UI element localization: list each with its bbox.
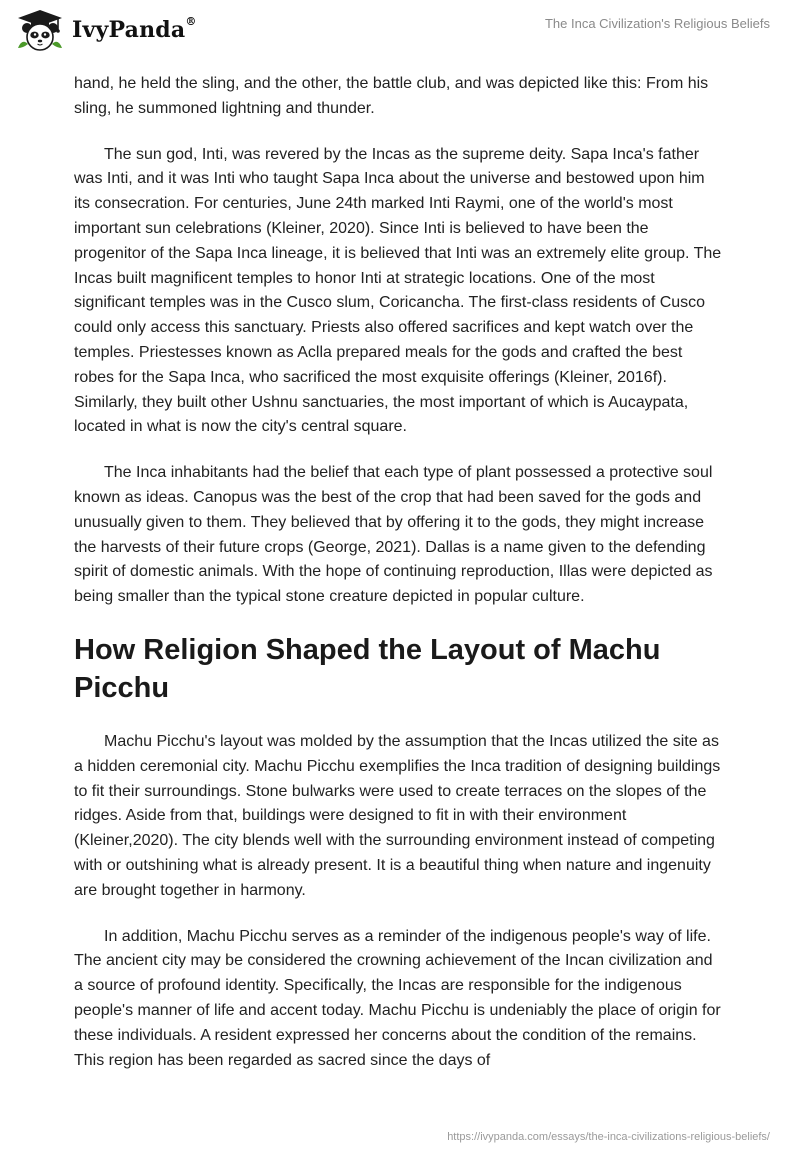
ivypanda-logo[interactable] [14,10,197,50]
document-title: The Inca Civilization's Religious Beliefs [544,16,770,31]
logo-text: IvyPanda® [72,15,197,43]
paragraph-3: The Inca inhabitants had the belief that each type of plant possessed a protective soul known as ideas. Canopus was the best of the crop that had been saved for the gods and unusually given to them. They believed that by offering it to the gods, they might increase the harvests of their future crops (George, 2021). Dallas is a name given to the defending spirit of domestic animals. With the hope of continuing reproduction, Illas were depicted as being smaller than the typical stone creature depicted in popular culture. [74,464,713,606]
registered-mark: ® [185,15,197,28]
page-header [0,0,800,60]
paragraph-2: The sun god, Inti, was revered by the Incas as the supreme deity. Sapa Inca's father was Inti, and it was Inti who taught Sapa Inca about the universe and bestowed upon him its consecration. For centuries, June 24th marked Inti Raymi, one of the world's most important sun celebrations (Kleiner, 2020). Since Inti is believed to have been the progenitor of the Sapa Inca lineage, it is believed that Inti was an extremely elite group. The Incas built magnificent temples to honor Inti at strategic locations. One of the most significant temples was in the Cusco slum, Coricancha. The first-class residents of Cusco could only access this sanctuary. Priests also offered sacrifices and kept watch over the temples. Priestesses known as Aclla prepared meals for the gods and crafted the best robes for the Sapa Inca, who sacrificed the most exquisite offerings (Kleiner, 2016f). Similarly, they built other Ushnu sanctuaries, the most important of which is Aucaypata, located in what is now the city's central square. [74,145,722,436]
paragraph-4: Machu Picchu's layout was molded by the assumption that the Incas utilized the site as a hidden ceremonial city. Machu Picchu exemplifies the Inca tradition of designing buildings to fit their surroundings. Stone bulwarks were used to create terraces on the slopes of the ridges. Aside from that, buildings were designed to fit in with their environment (Kleiner,2020). The city blends well with the surrounding environment instead of competing with or outshining what is already present. It is a beautiful thing when nature and ingenuity are brought together in harmony. [74,732,721,899]
paragraph-5: In addition, Machu Picchu serves as a reminder of the indigenous people's way of life. The ancient city may be considered the crowning achievement of the Incan civilization and a source of profound identity. Specifically, the Incas are responsible for the indigenous people's manner of life and accent today. Machu Picchu is undeniably the place of origin for these individuals. A resident expressed her concerns about the condition of the remains. This region has been regarded as sacred since the days of [74,927,721,1069]
essay-body [74,72,724,1094]
section-heading: How Religion Shaped the Layout of Machu Picchu [74,633,661,704]
panda-graduate-icon [14,8,66,52]
source-url[interactable]: https://ivypanda.com/essays/the-inca-civilizations-religious-beliefs/ [447,1131,770,1143]
paragraph-1: hand, he held the sling, and the other, the battle club, and was depicted like this: From his sling, he summoned lightning and thunder. [74,75,709,117]
